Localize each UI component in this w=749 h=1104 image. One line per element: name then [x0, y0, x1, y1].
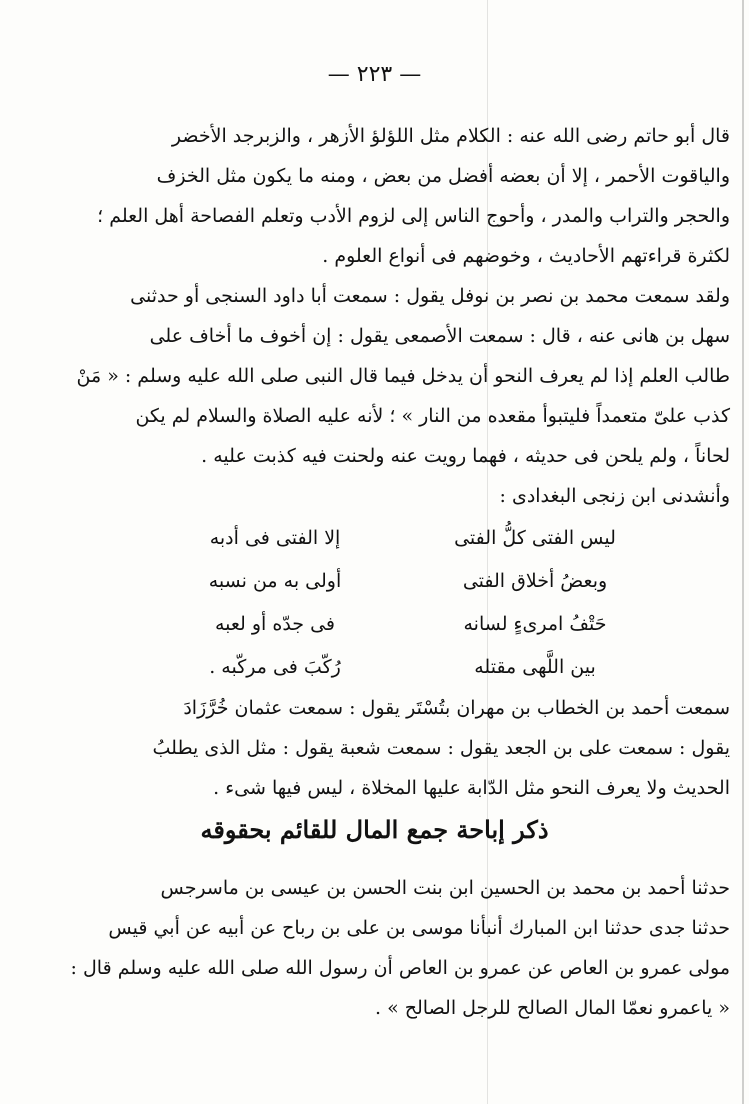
text-line: يقول : سمعت على بن الجعد يقول : سمعت شعبة يقول : مثل الذى يطلبُ: [152, 737, 730, 759]
text-line: وأنشدنى ابن زنجى البغدادى :: [499, 485, 730, 507]
paragraph-shuba-saying: [140, 688, 730, 808]
paragraph-asmai-grammar: [76, 276, 730, 476]
verse-first-hemistich: حَتْفُ امرىءٍ لسانه: [463, 612, 607, 635]
text-line: حدثنا أحمد بن محمد بن الحسين ابن بنت الحسن بن عيسى بن ماسرجس: [160, 877, 730, 899]
text-line: حدثنا جدى حدثنا ابن المبارك أنبأنا موسى بن على بن رباح عن أبيه عن أبي قيس: [108, 917, 730, 939]
text-line: الحديث ولا يعرف النحو مثل الدّابة عليها المخلاة ، ليس فيها شىء .: [213, 777, 730, 799]
poem: [170, 516, 640, 688]
section-title: ذكر إباحة جمع المال للقائم بحقوقه: [200, 815, 549, 844]
verse-second-hemistich: إلا الفتى فى أدبه: [209, 526, 341, 549]
poem-verse: [170, 645, 640, 688]
poem-verse: [170, 516, 640, 559]
text-line: طالب العلم إذا لم يعرف النحو أن يدخل فيما قال النبى صلى الله عليه وسلم : « مَنْ: [76, 365, 730, 387]
text-line: سهل بن هانى عنه ، قال : سمعت الأصمعى يقول : إن أخوف ما أخاف على: [149, 325, 730, 347]
page-edge: [742, 0, 744, 1104]
text-line: والياقوت الأحمر ، إلا أن بعضه أفضل من بعض ، ومنه ما يكون مثل الخزف: [156, 165, 730, 187]
verse-second-hemistich: فى جدّه أو لعبه: [214, 612, 336, 635]
poem-verse: [170, 602, 640, 645]
text-line: لكثرة قراءتهم الأحاديث ، وخوضهم فى أنواع العلوم .: [322, 245, 730, 267]
text-line: كذب علىّ متعمداً فليتبوأ مقعده من النار » ؛ لأنه عليه الصلاة والسلام لم يكن: [135, 405, 730, 427]
verse-second-hemistich: رُكّبَ فى مركّبه .: [209, 655, 341, 678]
paragraph-hadith-wealth: [70, 868, 730, 1028]
poem-intro: [140, 476, 730, 516]
text-line: ولقد سمعت محمد بن نصر بن نوفل يقول : سمعت أبا داود السنجى أو حدثنى: [130, 285, 730, 307]
verse-first-hemistich: بين اللَّهى مقتله: [474, 655, 596, 678]
page-number: — ٢٢٣ —: [327, 62, 422, 87]
verse-first-hemistich: وبعضُ أخلاق الفتى: [462, 569, 608, 592]
verse-first-hemistich: ليس الفتى كلُّ الفتى: [454, 526, 616, 549]
text-line: « ياعمرو نعمّا المال الصالح للرجل الصالح » .: [374, 997, 730, 1019]
text-line: سمعت أحمد بن الخطاب بن مهران بتُسْتَر يقول : سمعت عثمان خُرَّزَادَ: [183, 697, 730, 719]
verse-second-hemistich: أولى به من نسبه: [208, 569, 342, 592]
poem-verse: [170, 559, 640, 602]
text-line: والحجر والتراب والمدر ، وأحوج الناس إلى لزوم الأدب وتعلم الفصاحة أهل العلم ؛: [97, 205, 730, 227]
text-line: قال أبو حاتم رضى الله عنه : الكلام مثل اللؤلؤ الأزهر ، والزبرجد الأخضر: [171, 125, 730, 147]
text-line: لحاناً ، ولم يلحن فى حديثه ، فهما رويت عنه ولحنت فيه كذبت عليه .: [201, 445, 730, 467]
text-line: مولى عمرو بن العاص عن عمرو بن العاص أن رسول الله صلى الله عليه وسلم قال :: [70, 957, 730, 979]
paragraph-speech-pearls: [97, 116, 730, 276]
